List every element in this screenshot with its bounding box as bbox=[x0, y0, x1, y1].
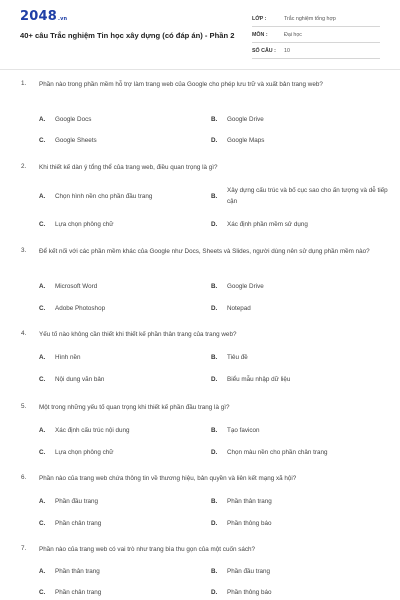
option-text: Google Drive bbox=[227, 283, 264, 290]
logo-main: 2048 bbox=[20, 9, 57, 24]
option-letter: D. bbox=[211, 376, 218, 383]
option-text: Adobe Photoshop bbox=[55, 305, 106, 312]
option-text: Google Maps bbox=[227, 137, 265, 144]
meta-value: 10 bbox=[284, 48, 290, 54]
option-text: Google Drive bbox=[227, 116, 264, 123]
option-text: Xác định phần mềm sử dụng bbox=[227, 221, 308, 228]
question-text: Yếu tố nào không cần thiết khi thiết kế phần thân trang của trang web? bbox=[39, 331, 237, 338]
option-letter: C. bbox=[39, 305, 46, 312]
option-text: Chọn màu nền cho phần chân trang bbox=[227, 449, 328, 456]
question-number: 6. bbox=[21, 474, 27, 481]
question-text: Phần nào của trang web chứa thông tin về thương hiệu, bản quyền và liên kết mạng xã hội? bbox=[39, 475, 297, 482]
option-letter: C. bbox=[39, 449, 46, 456]
option-letter: C. bbox=[39, 520, 46, 527]
option-text: Lựa chọn phông chữ bbox=[55, 449, 114, 456]
meta-label: LỚP : bbox=[252, 16, 267, 22]
option-text: Google Docs bbox=[55, 116, 92, 123]
question-number: 7. bbox=[21, 545, 27, 552]
option-letter: C. bbox=[39, 376, 46, 383]
meta-value: Trắc nghiệm tổng hợp bbox=[284, 16, 336, 22]
option-text: Phần đầu trang bbox=[55, 498, 99, 505]
option-text: Nội dung văn bản bbox=[55, 376, 105, 383]
option-letter: A. bbox=[39, 568, 46, 575]
logo-suffix: .vn bbox=[57, 16, 68, 22]
question-number: 3. bbox=[21, 247, 27, 254]
option-text: Xây dựng cấu trúc và bố cục sao cho ấn tượng và dễ tiếp cận bbox=[227, 187, 388, 205]
option-letter: B. bbox=[211, 193, 218, 200]
option-letter: D. bbox=[211, 449, 218, 456]
option-text: Phần thông báo bbox=[227, 589, 272, 596]
meta-row-subject bbox=[252, 29, 380, 43]
option-letter: C. bbox=[39, 589, 46, 596]
option-text: Microsoft Word bbox=[55, 283, 98, 290]
meta-row-class bbox=[252, 13, 380, 27]
option-text: Phần thân trang bbox=[227, 498, 272, 505]
option-letter: A. bbox=[39, 193, 46, 200]
question-number: 1. bbox=[21, 80, 27, 87]
document-header bbox=[0, 0, 400, 68]
meta-row-count bbox=[252, 45, 380, 59]
option-letter: C. bbox=[39, 221, 46, 228]
question-text: Phần nào trong phần mềm hỗ trợ làm trang web của Google cho phép lưu trữ và xuất bản trang web? bbox=[39, 81, 323, 88]
meta-label: SỐ CÂU : bbox=[252, 48, 276, 54]
option-text: Xác định cấu trúc nội dung bbox=[55, 427, 130, 434]
option-letter: B. bbox=[211, 427, 218, 434]
option-letter: A. bbox=[39, 427, 46, 434]
option-text: Hình nền bbox=[55, 354, 81, 361]
question-number: 5. bbox=[21, 403, 27, 410]
option-text: Phần thân trang bbox=[55, 568, 100, 575]
option-text: Phần chân trang bbox=[55, 589, 102, 596]
option-letter: D. bbox=[211, 137, 218, 144]
option-text: Phần đầu trang bbox=[227, 568, 271, 575]
site-logo[interactable] bbox=[20, 9, 67, 24]
option-letter: B. bbox=[211, 568, 218, 575]
option-text: Notepad bbox=[227, 305, 251, 312]
option-letter: A. bbox=[39, 283, 46, 290]
question-number: 2. bbox=[21, 163, 27, 170]
option-text: Phần chân trang bbox=[55, 520, 102, 527]
option-letter: A. bbox=[39, 116, 46, 123]
option-letter: B. bbox=[211, 116, 218, 123]
option-letter: B. bbox=[211, 354, 218, 361]
document-meta bbox=[252, 13, 380, 61]
option-text: Lựa chọn phông chữ bbox=[55, 221, 114, 228]
question-text: Phần nào của trang web có vai trò như trang bìa thu gọn của một cuốn sách? bbox=[39, 546, 256, 553]
option-text: Chọn hình nền cho phần đầu trang bbox=[55, 193, 153, 200]
option-letter: D. bbox=[211, 221, 218, 228]
option-letter: B. bbox=[211, 498, 218, 505]
option-letter: D. bbox=[211, 589, 218, 596]
option-letter: A. bbox=[39, 498, 46, 505]
meta-value: Đại học bbox=[284, 32, 302, 38]
option-letter: D. bbox=[211, 305, 218, 312]
option-text: Tạo favicon bbox=[227, 427, 260, 434]
meta-label: MÔN : bbox=[252, 32, 268, 38]
question-text: Để kết nối với các phần mềm khác của Google như Docs, Sheets và Slides, người dùng nên sử dụng phần mềm nào? bbox=[39, 248, 370, 255]
question-number: 4. bbox=[21, 330, 27, 337]
option-letter: C. bbox=[39, 137, 46, 144]
option-text: Biểu mẫu nhập dữ liệu bbox=[227, 376, 291, 383]
header-divider bbox=[0, 69, 400, 70]
question-text: Khi thiết kế dàn ý tổng thể của trang web, điều quan trọng là gì? bbox=[39, 164, 218, 171]
question-text: Một trong những yếu tố quan trọng khi thiết kế phần đầu trang là gì? bbox=[39, 404, 230, 411]
option-text: Google Sheets bbox=[55, 137, 97, 144]
document-title: 40+ câu Trắc nghiệm Tin học xây dựng (có đáp án) - Phần 2 bbox=[20, 31, 235, 40]
option-letter: B. bbox=[211, 283, 218, 290]
option-letter: D. bbox=[211, 520, 218, 527]
option-letter: A. bbox=[39, 354, 46, 361]
option-text: Phần thông báo bbox=[227, 520, 272, 527]
option-text: Tiêu đề bbox=[227, 354, 248, 361]
